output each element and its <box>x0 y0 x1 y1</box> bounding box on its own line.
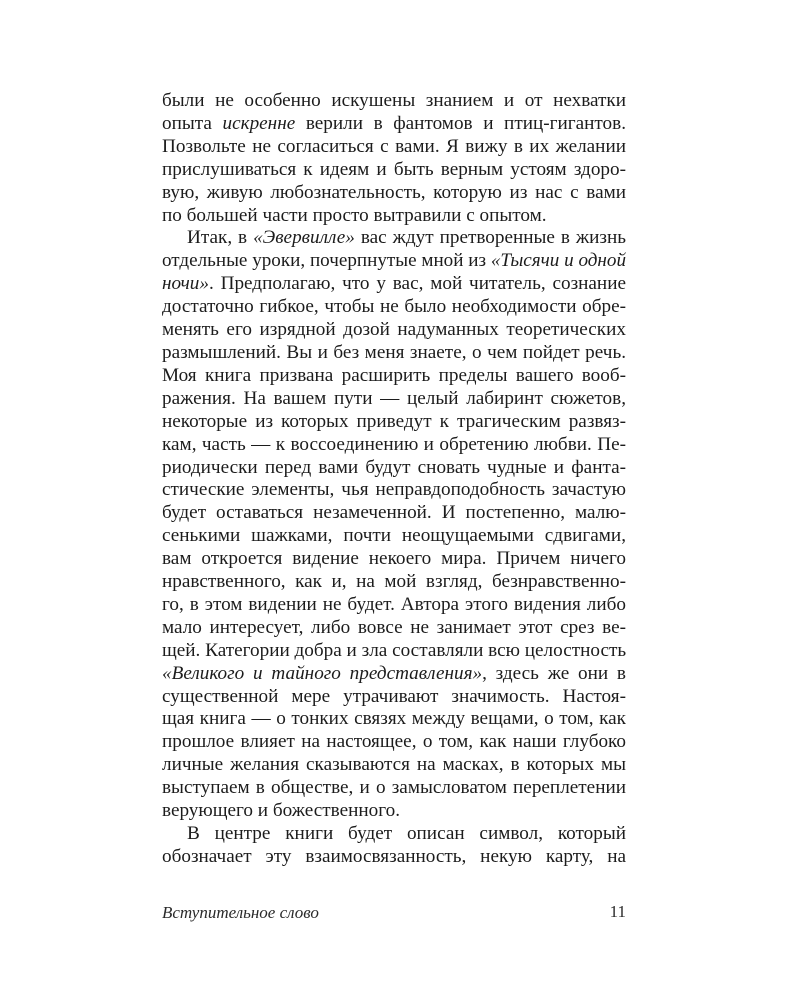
text-line: личные желания сказываются на масках, в которых мы <box>162 754 626 776</box>
text-line: прислушиваться к идеям и быть верным устоям здоро- <box>162 158 626 180</box>
text-line: кам, часть — к воссоединению и обретению любви. Пе- <box>162 433 626 455</box>
text-line: опыта искренне верили в фантомов и птиц-гигантов. <box>162 112 627 134</box>
running-footer-title: Вступительное слово <box>162 903 319 922</box>
italic-title: «Великого и тайного представления» <box>162 662 483 684</box>
italic-title: «Тысячи и одной <box>490 250 627 272</box>
italic-title: «Эвервилле» <box>253 227 355 249</box>
text-line: сенькими шажками, почти неощущаемыми сдвигами, <box>162 525 626 547</box>
text-line: риодически перед вами будут сновать чудные и фанта- <box>162 456 626 478</box>
text-line: Итак, в «Эвервилле» вас ждут претворенные в жизнь <box>187 227 626 249</box>
text-line: нравственного, как и, на мой взгляд, безнравственно- <box>162 571 626 593</box>
text-line: некоторые из которых приведут к трагическим развяз- <box>162 410 626 432</box>
paragraph-1 <box>162 90 626 227</box>
paragraph-3 <box>162 823 626 869</box>
text-line: мало интересует, либо вовсе не занимает этот срез ве- <box>162 616 626 638</box>
italic-emphasis: искренне <box>222 112 296 134</box>
text-line: существенной мере утрачивают значимость. Настоя- <box>162 685 626 707</box>
text-line: Позвольте не согласиться с вами. Я вижу в их желании <box>162 135 626 157</box>
text-line: будет оставаться незамеченной. И постепенно, малю- <box>162 502 626 524</box>
text-line: обозначает эту взаимосвязанность, некую карту, на <box>162 845 626 867</box>
text-line: В центре книги будет описан символ, который <box>187 823 626 844</box>
text-line: были не особенно искушены знанием и от нехватки <box>162 90 626 111</box>
text-line: верующего и божественного. <box>162 800 401 822</box>
text-line: щей. Категории добра и зла составляли всю целостность <box>162 639 627 661</box>
text-line: «Великого и тайного представления», здесь же они в <box>162 662 626 684</box>
text-line: менять его изрядной дозой надуманных теоретических <box>162 319 626 341</box>
text-line: ночи». Предполагаю, что у вас, мой читатель, сознание <box>162 273 626 295</box>
text-line: вам откроется видение некоего мира. Причем ничего <box>162 548 626 570</box>
text-line: стические элементы, чья неправдоподобность зачастую <box>162 479 626 501</box>
page-number: 11 <box>609 902 626 921</box>
text-line: щая книга — о тонких связях между вещами, о том, как <box>162 708 626 730</box>
text-line: по большей части просто вытравили с опытом. <box>162 204 547 226</box>
text-line: вую, живую любознательность, которую из нас с вами <box>162 181 626 203</box>
text-line: Моя книга призвана расширить пределы вашего вооб- <box>162 364 626 386</box>
italic-title: ночи» <box>162 273 209 295</box>
text-line: размышлений. Вы и без меня знаете, о чем пойдет речь. <box>162 341 626 363</box>
text-line: прошлое влияет на настоящее, о том, как наши глубоко <box>162 731 626 753</box>
text-line: го, в этом видении не будет. Автора этого видения либо <box>162 593 626 615</box>
text-line: выступаем в обществе, и о замысловатом переплетении <box>162 777 626 799</box>
body-text <box>162 90 626 869</box>
paragraph-2 <box>162 227 626 823</box>
text-line: ражения. На вашем пути — целый лабиринт сюжетов, <box>162 387 626 409</box>
text-line: отдельные уроки, почерпнутые мной из «Тысячи и одной <box>162 250 627 272</box>
text-line: достаточно гибкое, чтобы не было необходимости обре- <box>162 296 626 318</box>
